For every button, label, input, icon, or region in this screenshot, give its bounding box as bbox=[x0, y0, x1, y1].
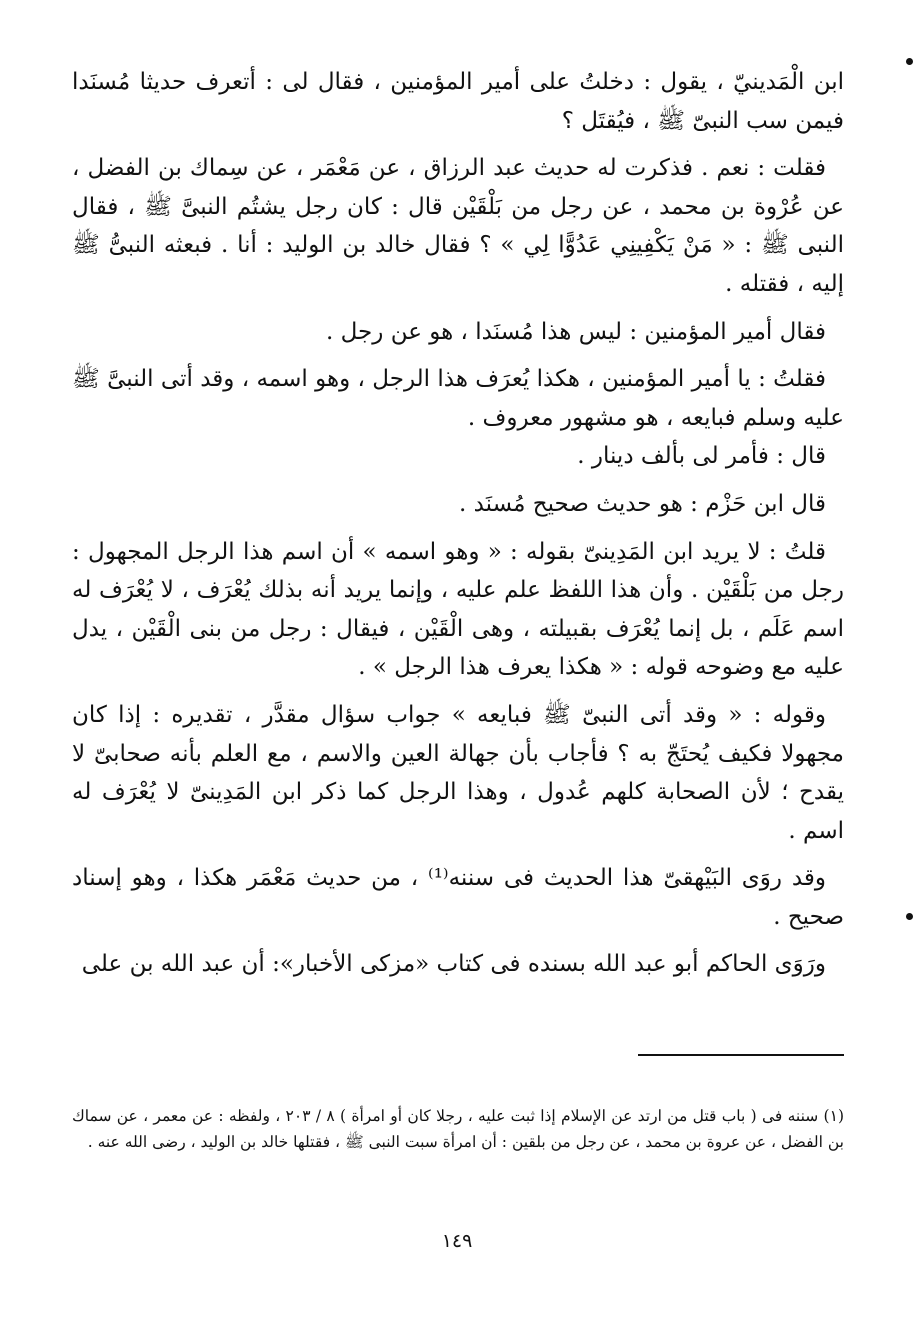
paragraph-9: وقد روَى البَيْهقىّ هذا الحديث فى سننه⁽¹⁾ ، من حديث مَعْمَر هكذا ، وهو إسناد صحيح . bbox=[72, 865, 844, 930]
footnote-separator bbox=[638, 1054, 844, 1056]
main-text bbox=[72, 63, 844, 984]
footnote: (١) سننه فى ( باب قتل من ارتد عن الإسلام إذا ثبت عليه ، رجلا كان أو امرأة ) ٨ / ٢٠٣ ، ولفظه : عن معمر ، عن سماك بن الفضل ، عن عروة بن محمد ، عن رجل من بلقين : أن امرأة سبت النبى ﷺ ، فقتلها خالد بن الوليد ، رضى الله عنه . bbox=[72, 1107, 844, 1151]
paragraph-2: فقلت : نعم . فذكرت له حديث عبد الرزاق ، عن مَعْمَر ، عن سِماك بن الفضل ، عن عُرْوة بن محمد ، عن رجل من بَلْقَيْن قال : كان رجل يشتُم النبىَّ ﷺ ، فقال النبى ﷺ : « مَنْ يَكْفِينِي عَدُوًّا لِي » ؟ فقال خالد بن الوليد : أنا . فبعثه النبىُّ ﷺ إليه ، فقتله . bbox=[72, 155, 844, 297]
paragraph-8: وقوله : « وقد أتى النبىّ ﷺ فبايعه » جواب سؤال مقدَّر ، تقديره : إذا كان مجهولا فكيف يُحتَجّ به ؟ فأجاب بأن جهالة العين والاسم ، مع العلم بأنه صحابىّ لا يقدح ؛ لأن الصحابة كلهم عُدول ، وهذا الرجل كما ذكر ابن المَدِينىّ لا يُعْرَف له اسم . bbox=[72, 701, 844, 844]
paragraph-10: ورَوَى الحاكم أبو عبد الله بسنده فى كتاب «مزكى الأخبار»: أن عبد الله بن على bbox=[81, 951, 826, 978]
paragraph-1: ابن الْمَدينيّ ، يقول : دخلتُ على أمير المؤمنين ، فقال لى : أتعرف حديثا مُسنَدا فيمن سب النبىّ ﷺ ، فيُقتَل ؟ bbox=[72, 69, 844, 134]
margin-mark-middle bbox=[906, 913, 913, 920]
page-number: ١٤٩ bbox=[441, 1230, 473, 1252]
paragraph-4: فقلتُ : يا أمير المؤمنين ، هكذا يُعرَف هذا الرجل ، وهو اسمه ، وقد أتى النبىَّ ﷺ عليه وسلم فبايعه ، هو مشهور معروف . bbox=[72, 366, 844, 431]
margin-mark-top bbox=[906, 58, 913, 65]
paragraph-3: فقال أمير المؤمنين : ليس هذا مُسنَدا ، هو عن رجل . bbox=[326, 318, 826, 345]
paragraph-6: قال ابن حَزْم : هو حديث صحيح مُسنَد . bbox=[458, 490, 826, 517]
paragraph-7: قلتُ : لا يريد ابن المَدِينىّ بقوله : « وهو اسمه » أن اسم هذا الرجل المجهول : رجل من بَلْقَيْن . وأن هذا اللفظ علم عليه ، وإنما يريد أنه بذلك يُعْرَف ، لا يُعْرَف له اسم عَلَم ، بل إنما يُعْرَف بقبيلته ، وهى الْقَيْن ، فيقال : رجل من بنى الْقَيْن ، يدل عليه مع وضوحه قوله : « هكذا يعرف هذا الرجل » . bbox=[72, 538, 844, 681]
paragraph-5: قال : فأمر لى بألف دينار . bbox=[577, 443, 826, 470]
